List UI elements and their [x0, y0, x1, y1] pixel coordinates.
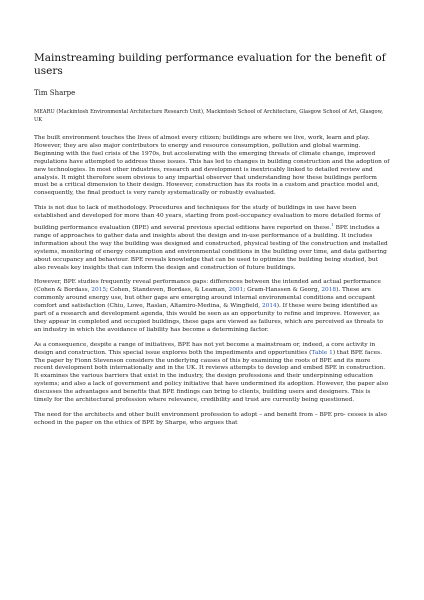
paragraph-2: [34, 205, 390, 272]
paragraph-3-text: However, BPE studies frequently reveal performance gaps: differences between the intended and actual performance (Cohen & Bordass,: [34, 279, 381, 294]
table-1-link[interactable]: Table 1: [311, 349, 333, 356]
article-title: Mainstreaming building performance evaluation for the benefit of users: [34, 52, 386, 77]
paragraph-4-text: As a consequence, despite a range of initiatives, BPE has not yet become a mainstream or, indeed, a core activity in design and construction. This special issue explores both the impediments and opportunities (: [34, 341, 376, 356]
paragraph-2-text-a: This is not due to lack of methodology. Procedures and techniques for the study of buildings in use have been established and developed for more than 40 years, starting from post-occupancy evaluation to more detailed forms of building performance evaluation (BPE) and several previous special editions have reported on these.: [34, 205, 381, 231]
paragraph-3-text: ). These are commonly around energy use, but other gaps are emerging around internal environmental conditions and occupant comfort and satisfaction (Chiu, Lowe, Raslan, Altamiro-Medina, & Wingfield,: [34, 287, 376, 310]
paragraph-4-text: ) that BPE faces. The paper by Fionn Stevenson considers the underlying causes of this by examining the roots of BPE and its more recent development both internationally and in the UK. It reviews attempts to develop and embed BPE in construction. It examines the various barriers that exist in the industry, the design professions and their underpinning education systems; and also a lack of government and policy initiative that have undermined its adoption. However, the paper also discusses the advantages and benefits that BPE findings can bring to clients, building users and designers. This is timely for the architectural profession where relevance, credibility and trust are currently being questioned.: [34, 349, 389, 404]
footnote-ref-1[interactable]: 1: [331, 222, 334, 228]
paragraph-3: [34, 279, 390, 334]
paragraph-3-text: ; Gram-Hanssen & Georg,: [243, 287, 322, 294]
paragraph-2-text-b: BPE includes a range of approaches to gather data and insights about the design and in-use performance of a building. It includes information about the way the building was designed and constructed, physical testing of the construction and installed systems, monitoring of energy consumption and environmental conditions in the building over time, and data gathering about occupancy and behaviour. BPE reveals knowledge that can be used to optimize the building being studied, but also reveals key insights that can inform the design and construction of future buildings.: [34, 224, 388, 271]
paragraph-3-text: ). If these were being identified as part of a research and development agenda, this would be seen as an opportunity to refine and improve. However, as they appear in completed and occupied buildings, these gaps are viewed as failures, which are perceived as threats to an industry in which the avoidance of liability has become a determining factor.: [34, 303, 383, 333]
paragraph-1: The built environment touches the lives of almost every citizen; buildings are where we live, work, learn and play. However, they are also major contributors to energy and resource consumption, pollution and global warming. Beginning with the fuel crisis of the 1970s, but accelerating with the emerging threats of climate change, improved regulations have attempted to address these issues. This has led to changes in building construction and the adoption of new technologies. In most other industries, research and development is inextricably linked to detailed review and analysis. It might therefore seem obvious to any impartial observer that understanding how these buildings perform must be a critical dimension to their design. However, construction has its roots in a custom and practice model and, consequently, the final product is very rarely systematically or robustly evaluated.: [34, 135, 390, 197]
paragraph-4: [34, 342, 390, 405]
paragraph-3-text: ; Cohen, Standeven, Bordass, & Leaman,: [106, 287, 229, 294]
citation-link[interactable]: 2014: [261, 303, 277, 310]
citation-link[interactable]: 2001: [228, 287, 244, 294]
paragraph-5: The need for the architects and other built environment profession to adopt – and benefit from – BPE pro- cesses is also echoed in the paper on the ethics of BPE by Sharpe, who argues that: [34, 412, 387, 426]
citation-link[interactable]: 2018: [321, 287, 337, 294]
author-affiliation: MEARU (Mackintosh Environmental Architecture Research Unit), Mackintosh School of Architecture, Glasgow School of Art, Glasgow, UK: [34, 109, 383, 123]
citation-link[interactable]: 2015: [91, 287, 107, 294]
author-name: Tim Sharpe: [34, 89, 76, 97]
